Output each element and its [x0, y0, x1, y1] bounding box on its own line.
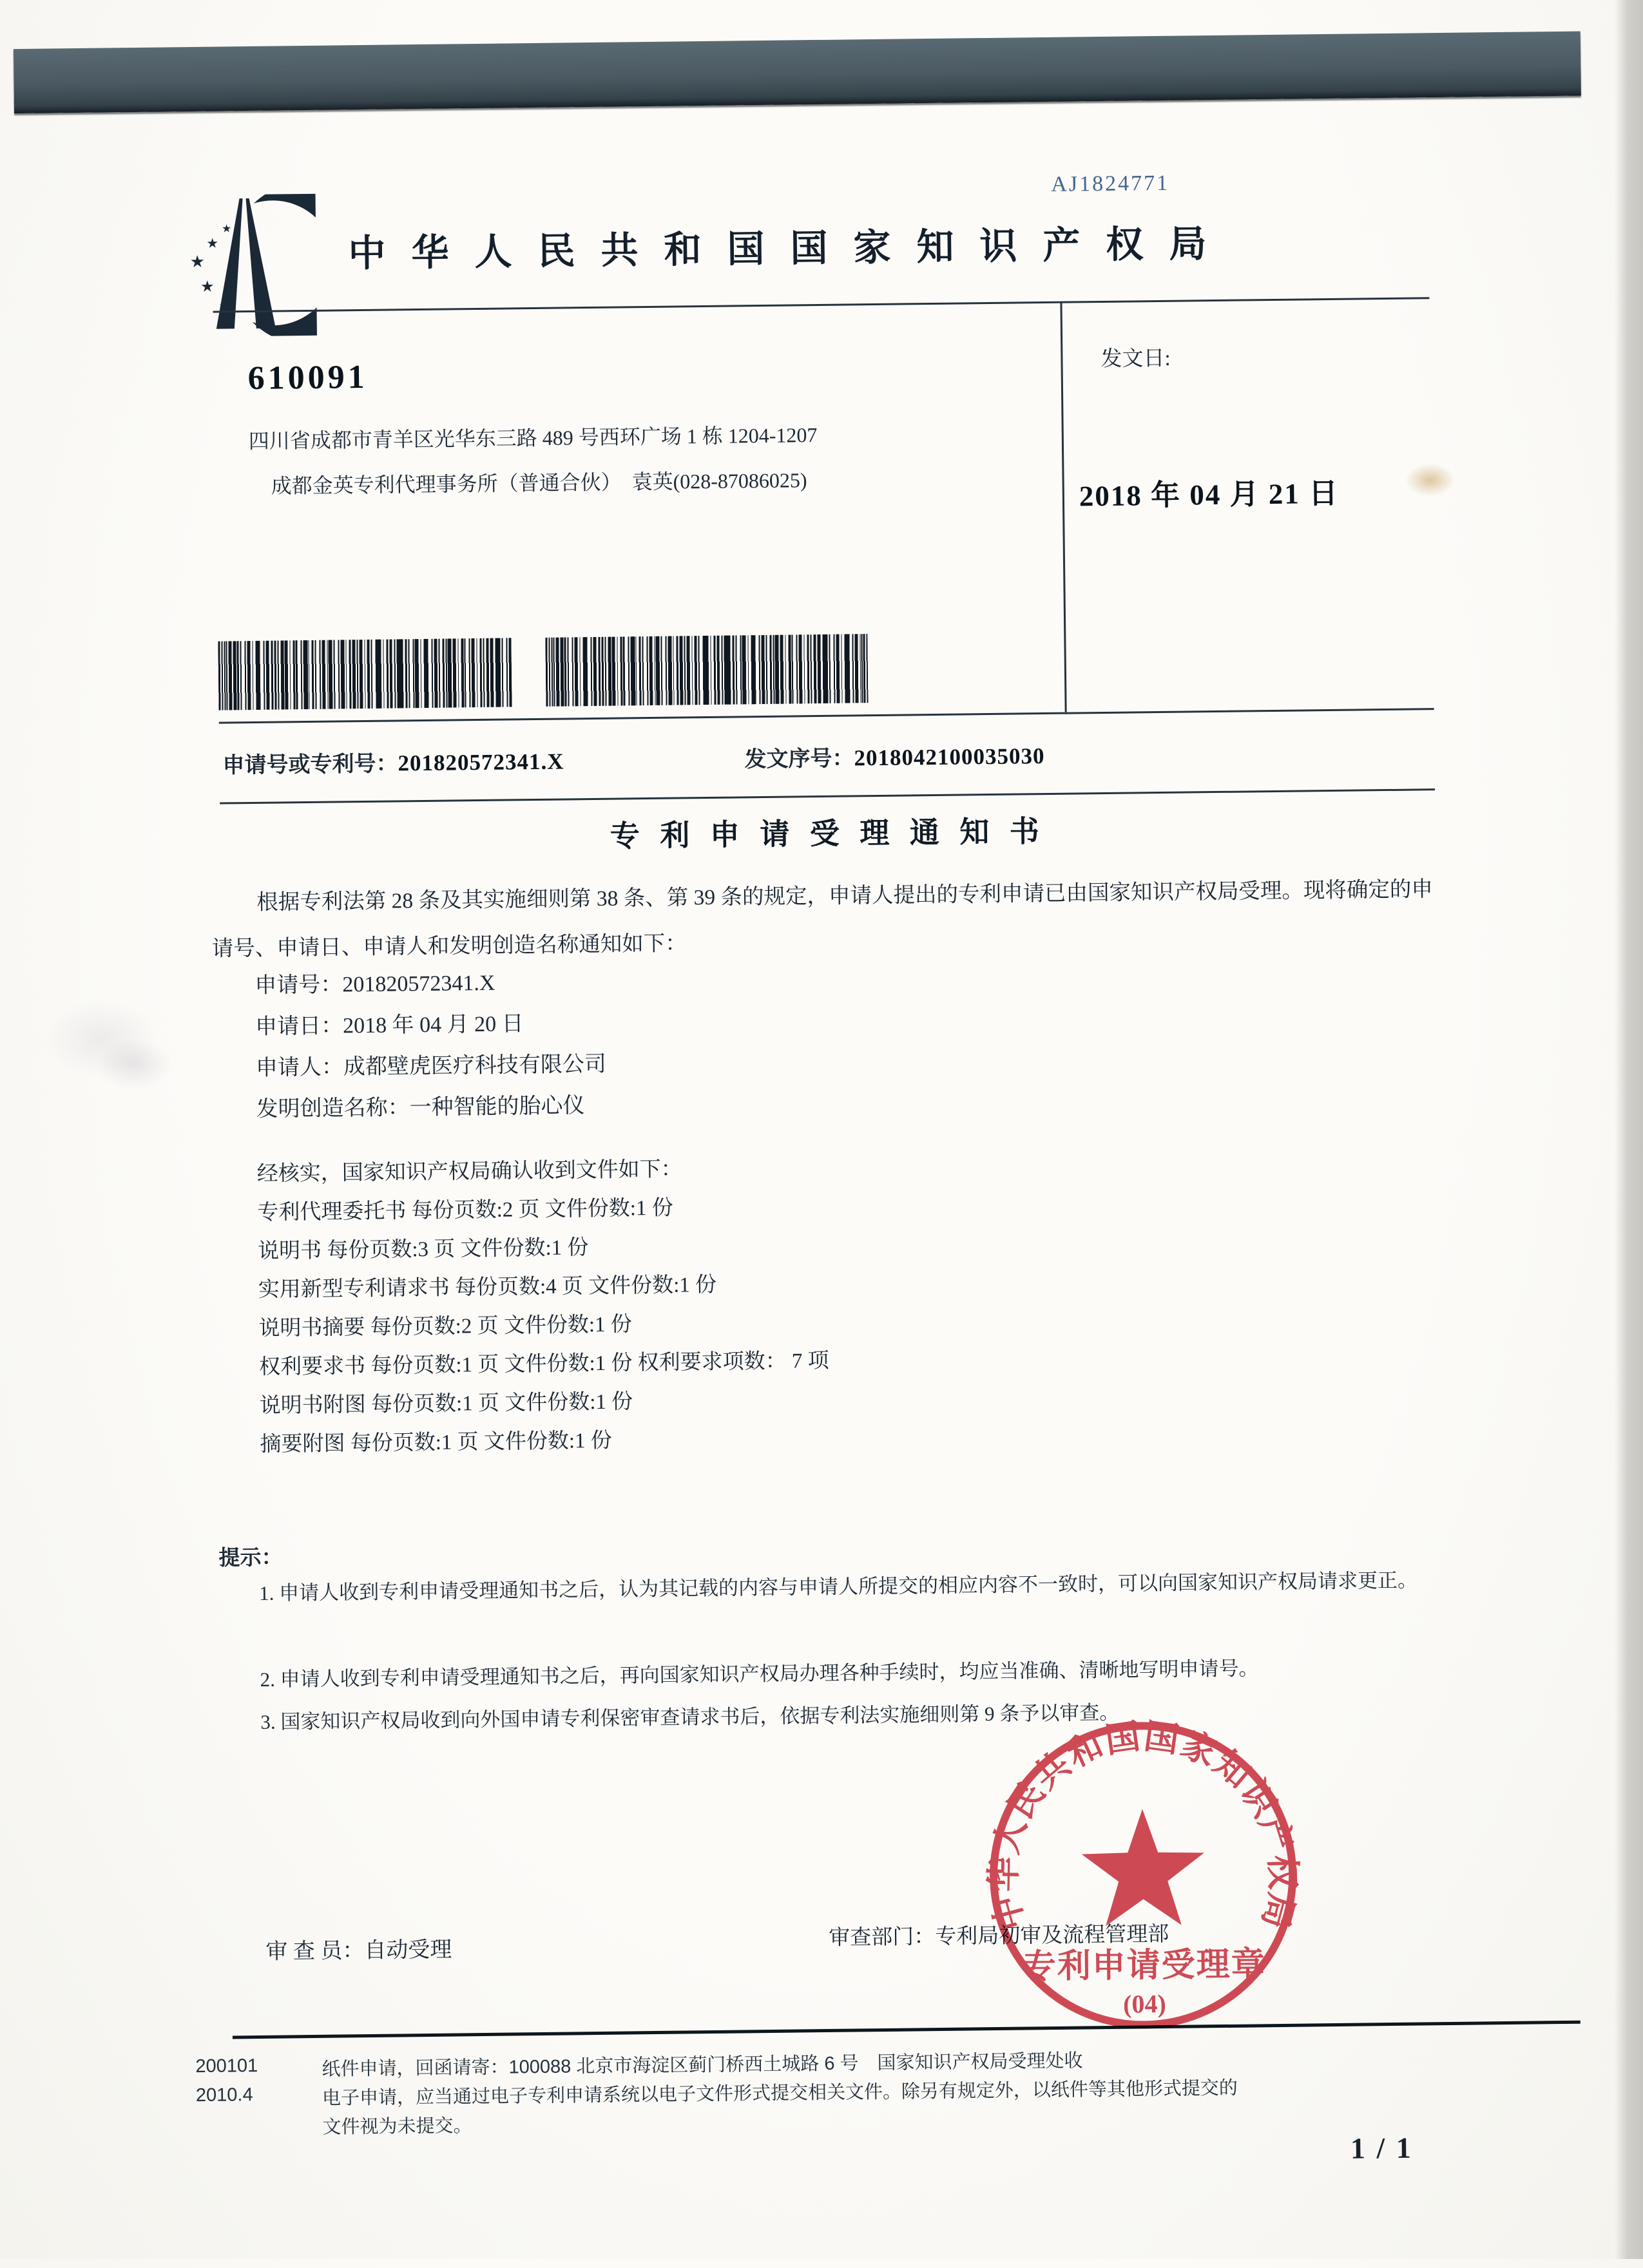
logo-star-icon: ★ — [221, 222, 232, 235]
footer-form-code: 200101 — [195, 2055, 258, 2077]
notes-heading: 提示： — [218, 1546, 283, 1570]
field-application-date — [255, 1005, 524, 1040]
received-doc-item: 权利要求书 每份页数:1 页 文件份数:1 份 权利要求项数： 7 项 — [258, 1349, 829, 1379]
cnipa-logo-icon — [177, 194, 316, 337]
dispatch-number-value: 2018042100035030 — [854, 743, 1045, 771]
notice-serial-number: AJ1824771 — [1051, 171, 1170, 196]
address-date-divider — [1060, 303, 1066, 712]
department-value: 专利局初审及流程管理部 — [935, 1922, 1169, 1949]
logo-star-icon: ★ — [206, 235, 219, 251]
field-value: 201820572341.X — [342, 971, 495, 997]
divider — [220, 788, 1435, 804]
note-item: 3. 国家知识产权局收到向外国申请专利保密审查请求书后，依据专利法实施细则第 9 条予以审查。 — [260, 1701, 1120, 1733]
examiner-value: 自动受理 — [364, 1938, 452, 1963]
seal-number: (04) — [1122, 1989, 1167, 2019]
field-label: 申请日： — [255, 1014, 343, 1039]
footer-electronic-filing-line-cont: 文件视为未提交。 — [322, 2115, 472, 2138]
received-doc-item: 说明书 每份页数:3 页 文件份数:1 份 — [257, 1236, 589, 1263]
application-number-label: 申请号或专利号： — [222, 752, 398, 778]
seal-star-icon — [1081, 1808, 1205, 1926]
paper-stain — [1405, 463, 1456, 497]
logo-star-icon: ★ — [189, 252, 206, 272]
footer-divider — [233, 2021, 1581, 2039]
acceptance-seal-stamp — [978, 1710, 1307, 2048]
received-doc-item: 说明书摘要 每份页数:2 页 文件份数:1 份 — [258, 1313, 632, 1340]
note-item: 2. 申请人收到专利申请受理通知书之后，再向国家知识产权局办理各种手续时，均应当准确、清晰地写明申请号。 — [260, 1657, 1259, 1691]
logo-star-icon: ★ — [218, 296, 235, 317]
recipient-postal-code: 610091 — [247, 358, 369, 397]
field-value: 成都壁虎医疗科技有限公司 — [343, 1052, 607, 1080]
dispatch-number-row — [744, 738, 1045, 773]
received-doc-item: 实用新型专利请求书 每份页数:4 页 文件份数:1 份 — [258, 1273, 717, 1302]
issue-date-value: 2018 年 04 月 21 日 — [1079, 477, 1340, 513]
examiner-row — [265, 1932, 452, 1965]
application-number-value: 201820572341.X — [398, 748, 564, 776]
application-number-row — [222, 743, 564, 779]
recipient-address: 四川省成都市青羊区光华东三路 489 号西环广场 1 栋 1204-1207 — [248, 423, 818, 453]
barcode — [545, 634, 868, 707]
recipient-agent: 成都金英专利代理事务所（普通合伙） 袁英(028-87086025) — [271, 468, 807, 498]
note-item: 1. 申请人收到专利申请受理通知书之后，认为其记载的内容与申请人所提交的相应内容不一致时，可以向国家知识产权局请求更正。 — [258, 1568, 1418, 1605]
field-label: 申请号： — [255, 973, 343, 998]
seal-title: 专利申请受理章 — [1022, 1946, 1267, 1986]
field-application-no — [255, 965, 495, 999]
notice-title: 专 利 申 请 受 理 通 知 书 — [610, 815, 1046, 853]
field-applicant — [256, 1046, 607, 1082]
field-invention-title — [256, 1087, 585, 1123]
dispatch-number-label: 发文序号： — [744, 747, 854, 772]
notice-intro-paragraph: 根据专利法第 28 条及其实施细则第 38 条、第 39 条的规定，申请人提出的专利申请已由国家知识产权局受理。现将确定的申请号、申请日、申请人和发明创造名称通知如下： — [211, 877, 1434, 961]
barcode — [218, 638, 512, 710]
received-doc-item: 摘要附图 每份页数:1 页 文件份数:1 份 — [260, 1429, 613, 1456]
divider — [219, 708, 1434, 723]
received-docs-intro: 经核实，国家知识产权局确认收到文件如下： — [256, 1158, 682, 1186]
issue-date-label: 发文日: — [1100, 347, 1171, 372]
received-doc-item: 说明书附图 每份页数:1 页 文件份数:1 份 — [259, 1390, 633, 1418]
field-label: 申请人： — [255, 1055, 344, 1080]
scanner-artifact-band — [14, 32, 1581, 114]
footer-paper-filing-line: 纸件申请，回函请寄：100088 北京市海淀区蓟门桥西土城路 6 号 国家知识产权局受理处收 — [322, 2050, 1083, 2080]
pencil-smudge — [95, 1038, 173, 1090]
seal-ring-text: 中华人民共和国国家知识产权局 — [984, 1717, 1302, 1935]
field-value: 一种智能的胎心仪 — [409, 1094, 585, 1120]
footer-form-version: 2010.4 — [195, 2084, 253, 2106]
field-value: 2018 年 04 月 20 日 — [342, 1012, 524, 1038]
footer-electronic-filing-line: 电子申请，应当通过电子专利申请系统以电子文件形式提交相关文件。除另有规定外，以纸件等其他形式提交的 — [322, 2077, 1238, 2109]
header-divider — [213, 297, 1430, 312]
logo-star-icon: ★ — [200, 278, 215, 296]
field-label: 发明创造名称： — [256, 1096, 410, 1121]
examiner-label: 审 查 员： — [265, 1939, 365, 1964]
department-label: 审查部门： — [829, 1925, 936, 1950]
page-number: 1 / 1 — [1350, 2131, 1414, 2165]
received-doc-item: 专利代理委托书 每份页数:2 页 文件份数:1 份 — [257, 1196, 673, 1225]
agency-title: 中华人民共和国国家知识产权局 — [348, 222, 1233, 275]
